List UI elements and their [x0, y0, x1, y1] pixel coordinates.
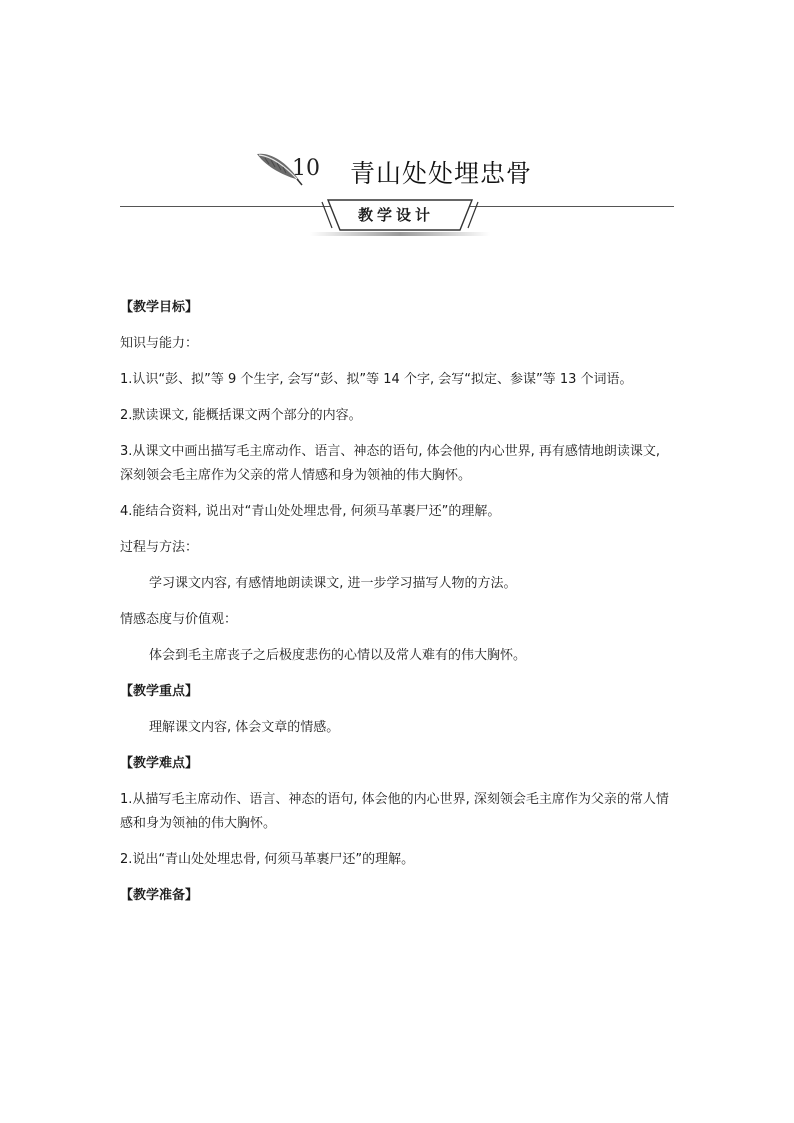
difficulty-heading: 【教学难点】: [120, 756, 199, 771]
goal-item-2: 2.默读课文, 能概括课文两个部分的内容。: [120, 408, 362, 423]
lesson-title: 青山处处埋忠骨: [350, 159, 533, 188]
process-heading: 过程与方法：: [120, 540, 199, 555]
section-banner-label: 教学设计: [357, 206, 434, 224]
difficulty-item-1: 1.从描写毛主席动作、语言、神态的语句, 体会他的内心世界, 深刻领会毛主席作为父亲的常人情感和身为领袖的伟大胸怀。: [120, 792, 669, 831]
key-points-text: 理解课文内容, 体会文章的情感。: [149, 720, 340, 735]
process-text: 学习课文内容, 有感情地朗读课文, 进一步学习描写人物的方法。: [149, 576, 517, 591]
knowledge-heading: 知识与能力：: [120, 336, 199, 351]
difficulty-item-2: 2.说出“青山处处埋忠骨, 何须马革裹尸还”的理解。: [120, 852, 415, 867]
goal-item-4: 4.能结合资料, 说出对“青山处处埋忠骨, 何须马革裹尸还”的理解。: [120, 504, 501, 519]
goals-heading: 【教学目标】: [120, 300, 199, 315]
goal-item-3: 3.从课文中画出描写毛主席动作、语言、神态的语句, 体会他的内心世界, 再有感情地朗读课文, 深刻领会毛主席作为父亲的常人情感和身为领袖的伟大胸怀。: [120, 444, 661, 483]
preparation-heading: 【教学准备】: [120, 888, 199, 903]
lesson-header: [0, 142, 794, 192]
goal-item-1: 1.认识“彭、拟”等 9 个生字, 会写“彭、拟”等 14 个字, 会写“拟定、参谋”等 13 个词语。: [120, 372, 633, 387]
emotion-text: 体会到毛主席丧子之后极度悲伤的心情以及常人难有的伟大胸怀。: [149, 648, 527, 663]
lesson-body: [120, 296, 676, 920]
emotion-heading: 情感态度与价值观：: [120, 612, 238, 627]
lesson-number: 10: [292, 156, 320, 181]
key-points-heading: 【教学重点】: [120, 684, 199, 699]
